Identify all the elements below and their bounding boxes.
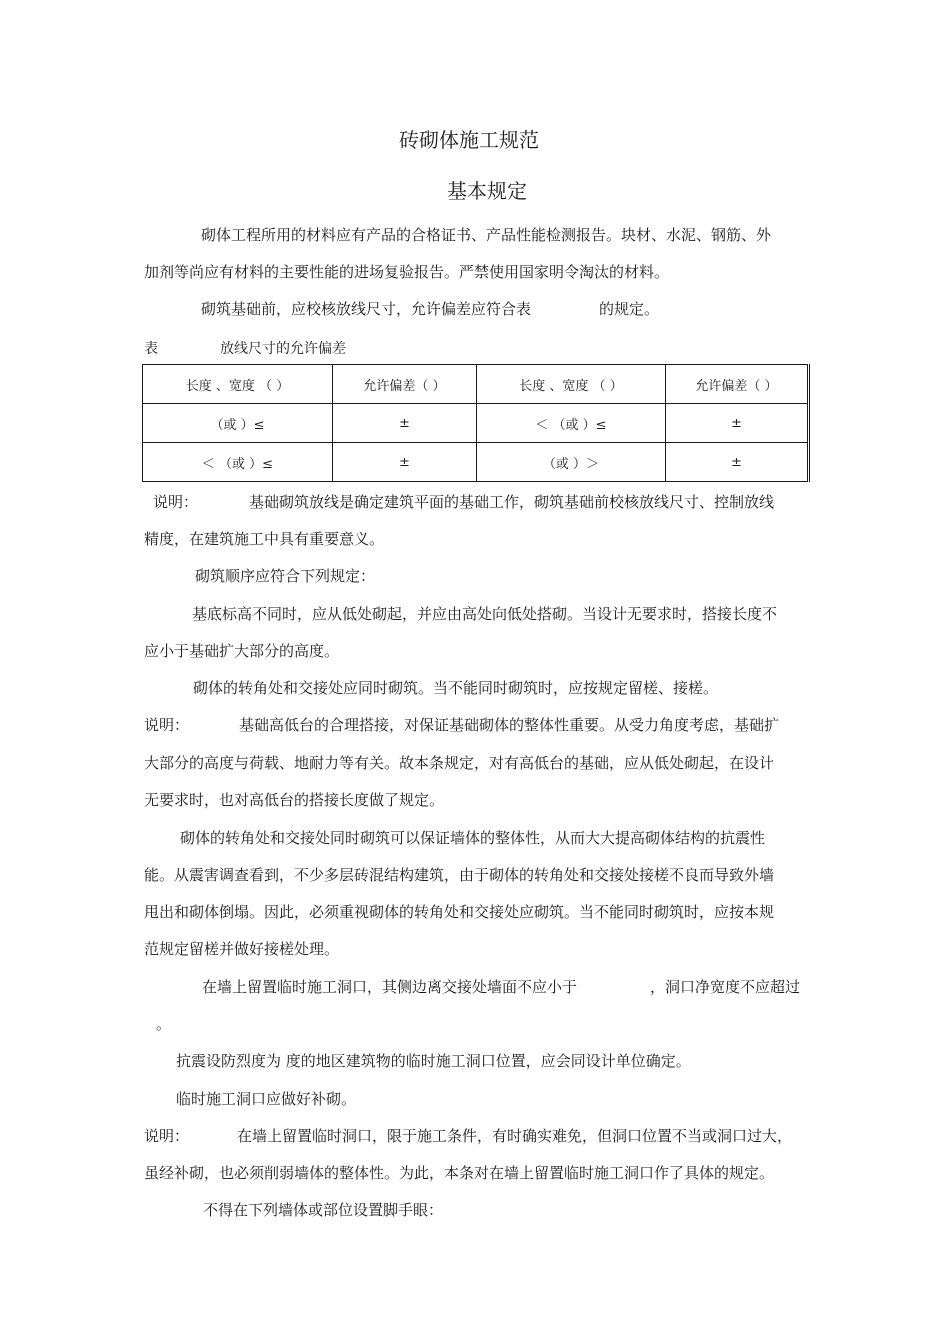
paragraph-line: 。 bbox=[156, 1015, 172, 1033]
page-title: 砖砌体施工规范 bbox=[399, 128, 539, 152]
table-caption-label: 表 bbox=[144, 341, 158, 357]
section-heading: 基本规定 bbox=[447, 179, 527, 203]
table-cell: （或 ）＞ bbox=[477, 443, 666, 482]
paragraph-line: 加剂等尚应有材料的主要性能的进场复验报告。严禁使用国家明令淘汰的材料。 bbox=[144, 263, 670, 281]
paragraph-line-part: 在墙上留置临时施工洞口，其侧边离交接处墙面不应小于 bbox=[202, 978, 578, 996]
note-line: 在墙上留置临时洞口，限于施工条件，有时确实难免，但洞口位置不当或洞口过大， bbox=[237, 1127, 793, 1145]
paragraph-line: 能。从震害调查看到，不少多层砖混结构建筑，由于砌体的转角处和交接处接槎不良而导致外墙 bbox=[144, 866, 775, 884]
paragraph-line: 砌体的转角处和交接处同时砌筑可以保证墙体的整体性，从而大大提高砌体结构的抗震性 bbox=[180, 829, 766, 847]
paragraph-line: 范规定留槎并做好接槎处理。 bbox=[144, 940, 340, 958]
paragraph-line-part: ，洞口净宽度不应超过 bbox=[650, 978, 801, 996]
table-header-cell: 允许偏差（ ） bbox=[333, 365, 477, 404]
note-line: 基础高低台的合理搭接，对保证基础砌体的整体性重要。从受力角度考虑，基础扩 bbox=[239, 716, 780, 734]
paragraph-line: 抗震设防烈度为 度的地区建筑物的临时施工洞口位置，应会同设计单位确定。 bbox=[176, 1052, 691, 1070]
paragraph-line: 甩出和砌体倒塌。因此，必须重视砌体的转角处和交接处应砌筑。当不能同时砌筑时，应按本规 bbox=[144, 903, 775, 921]
paragraph-line-part: 的规定。 bbox=[599, 300, 660, 318]
table-header-cell: 长度 、宽度 （ ） bbox=[477, 365, 666, 404]
paragraph-line: 临时施工洞口应做好补砌。 bbox=[176, 1090, 357, 1108]
note-label: 说明： bbox=[144, 716, 190, 734]
table-row bbox=[143, 404, 809, 443]
paragraph-line: 砌筑顺序应符合下列规定： bbox=[195, 567, 376, 585]
note-line: 无要求时，也对高低台的搭接长度做了规定。 bbox=[144, 791, 445, 809]
paragraph-line: 砌体工程所用的材料应有产品的合格证书、产品性能检测报告。块材、水泥、钢筋、外 bbox=[201, 226, 772, 244]
paragraph-line: 砌体的转角处和交接处应同时砌筑。当不能同时砌筑时，应按规定留槎、接槎。 bbox=[193, 679, 719, 697]
note-label: 说明： bbox=[153, 493, 199, 511]
paragraph-line-part: 砌筑基础前，应校核放线尺寸，允许偏差应符合表 bbox=[201, 300, 532, 318]
tolerance-table bbox=[142, 364, 810, 482]
table-cell: ± bbox=[666, 404, 809, 443]
table-cell: ± bbox=[333, 443, 477, 482]
note-line: 精度，在建筑施工中具有重要意义。 bbox=[144, 530, 385, 548]
table-cell: ＜ （或 ）≤ bbox=[477, 404, 666, 443]
paragraph-line: 基底标高不同时，应从低处砌起，并应由高处向低处搭砌。当设计无要求时，搭接长度不 bbox=[192, 605, 778, 623]
table-caption: 放线尺寸的允许偏差 bbox=[220, 341, 346, 357]
paragraph-line: 不得在下列墙体或部位设置脚手眼： bbox=[203, 1201, 444, 1219]
table-cell: ＜ （或 ）≤ bbox=[143, 443, 333, 482]
note-label: 说明： bbox=[144, 1127, 190, 1145]
table-cell: ± bbox=[666, 443, 809, 482]
paragraph-line: 应小于基础扩大部分的高度。 bbox=[144, 642, 340, 660]
note-line: 大部分的高度与荷载、地耐力等有关。故本条规定，对有高低台的基础，应从低处砌起，在设计 bbox=[144, 754, 775, 772]
table-row bbox=[143, 443, 809, 482]
note-line: 虽经补砌，也必须削弱墙体的整体性。为此，本条对在墙上留置临时施工洞口作了具体的规定。 bbox=[144, 1164, 775, 1182]
table-header-row bbox=[143, 365, 809, 404]
table-header-cell: 允许偏差（ ） bbox=[666, 365, 809, 404]
note-line: 基础砌筑放线是确定建筑平面的基础工作，砌筑基础前校核放线尺寸、控制放线 bbox=[249, 493, 775, 511]
table-cell: ± bbox=[333, 404, 477, 443]
table-header-cell: 长度 、宽度 （ ） bbox=[143, 365, 333, 404]
table-cell: （或 ）≤ bbox=[143, 404, 333, 443]
